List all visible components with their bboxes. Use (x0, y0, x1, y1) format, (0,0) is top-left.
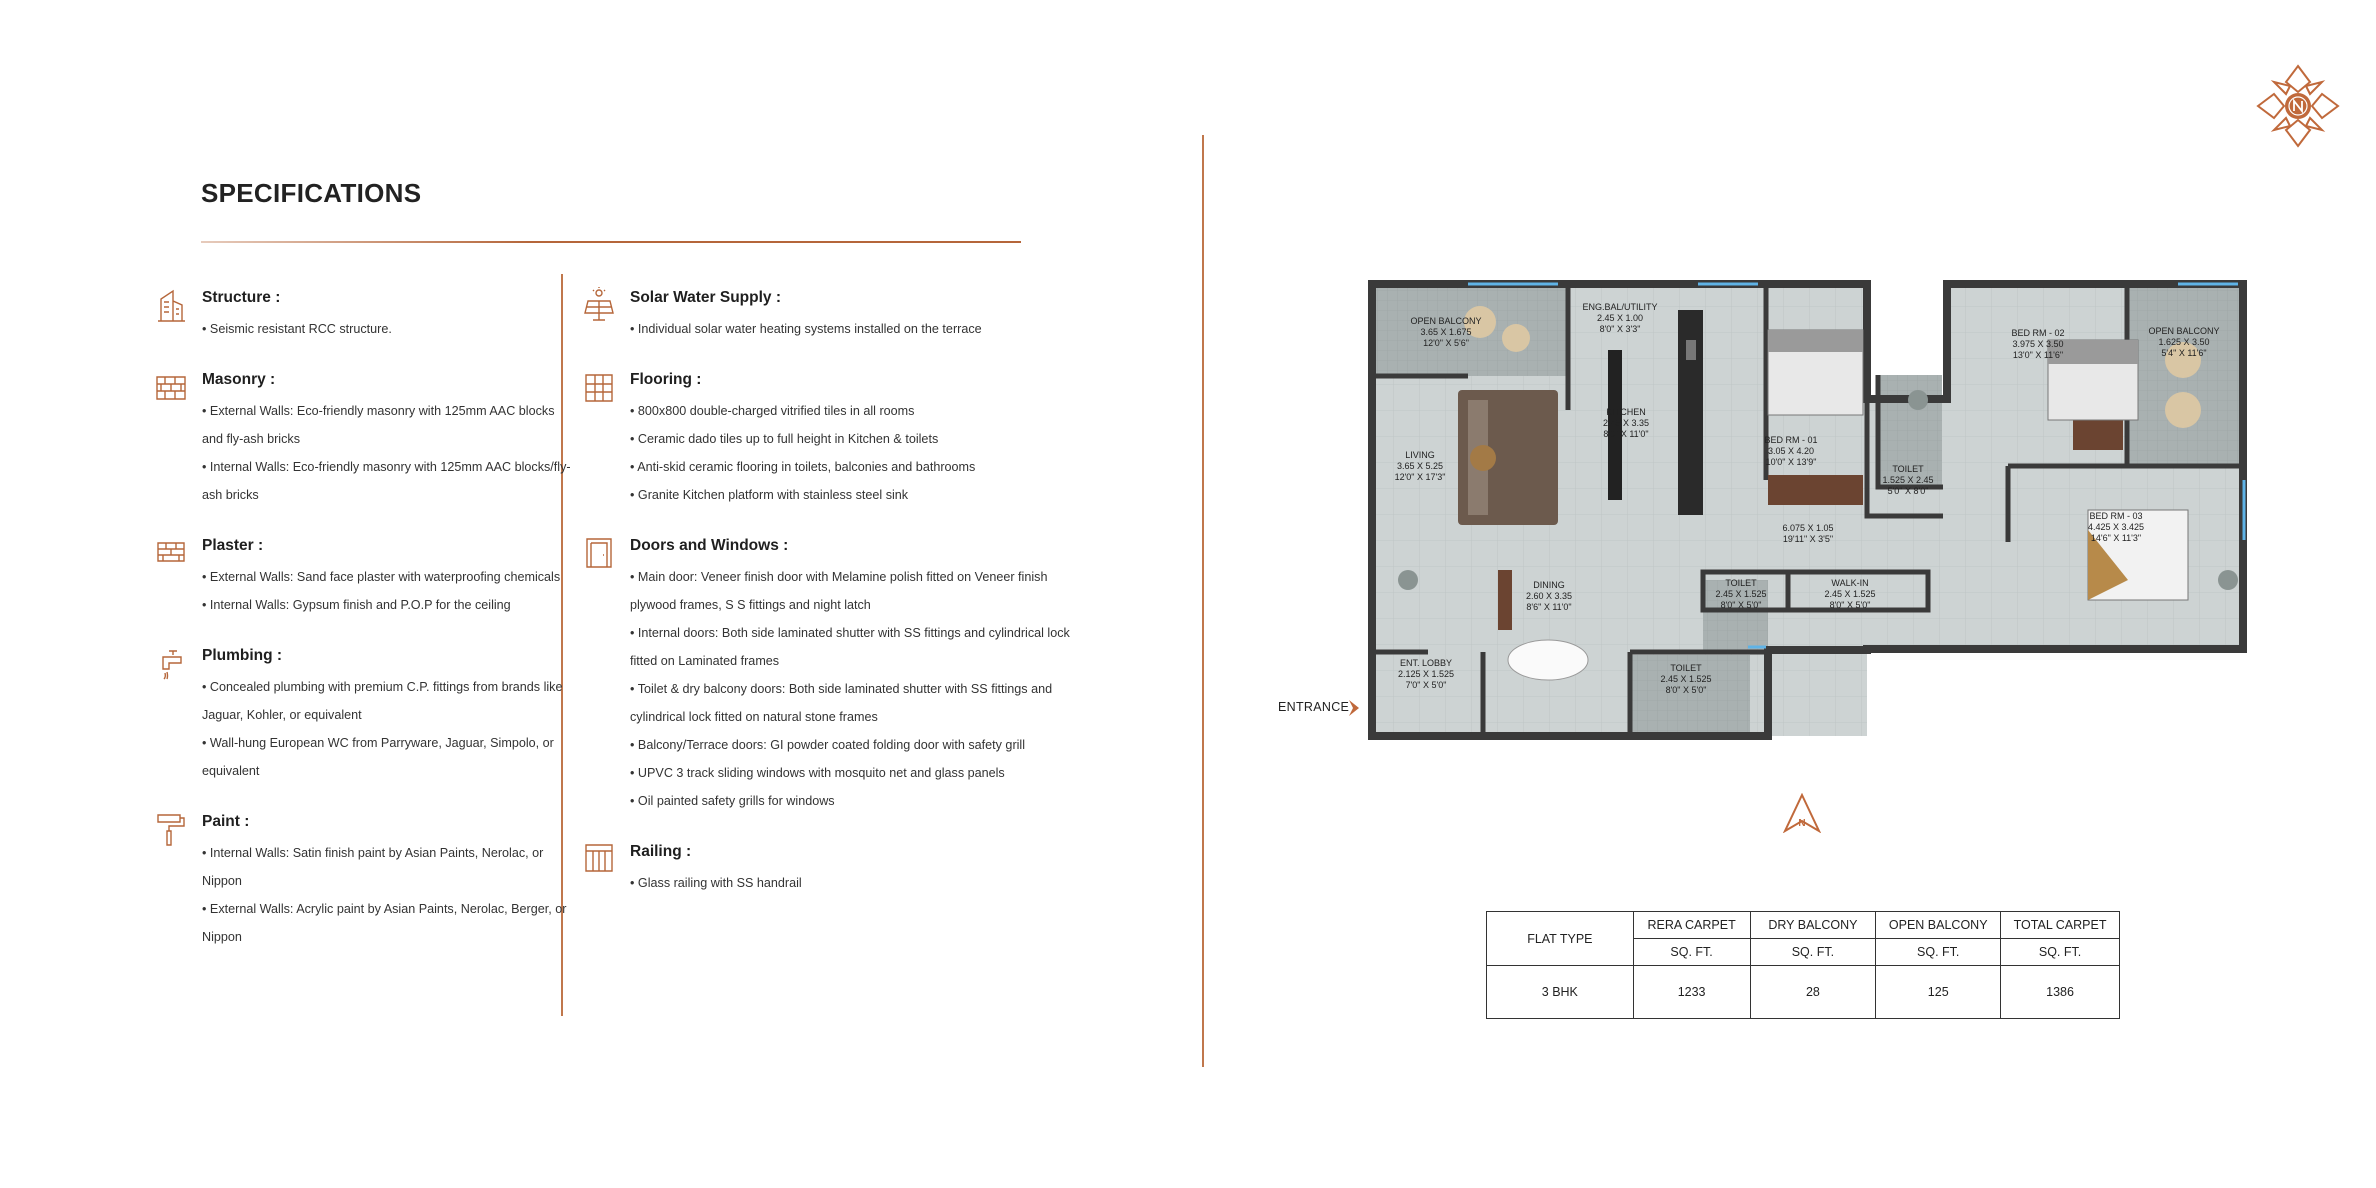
spec-item: • External Walls: Sand face plaster with waterproofing chemicals (202, 563, 575, 591)
room-dimension: 3.65 X 5.25 (1396, 461, 1444, 471)
spec-plumbing (155, 645, 575, 785)
spec-item: • Toilet & dry balcony doors: Both side laminated shutter with SS fittings and cylindrical lock fitted on natural stone frames (630, 675, 1073, 731)
room-label: DINING (1533, 580, 1565, 590)
room-label: TOILET (1670, 663, 1702, 673)
spec-heading: Railing : (630, 843, 692, 860)
room-dimension: 2.45 X 1.525 (1715, 589, 1767, 599)
spec-item: • Wall-hung European WC from Parryware, Jaguar, Simpolo, or equivalent (202, 729, 575, 785)
spec-heading: Structure : (202, 289, 281, 306)
spec-item: • Seismic resistant RCC structure. (202, 315, 575, 343)
table-row (1487, 966, 2120, 1019)
room-label: BED RM - 02 (2011, 328, 2065, 338)
table-cell: 28 (1750, 966, 1876, 1019)
door-icon (583, 535, 615, 571)
table-unit: SQ. FT. (2001, 939, 2120, 966)
spec-masonry (155, 369, 575, 509)
spec-item: • 800x800 double-charged vitrified tiles in all rooms (630, 397, 1073, 425)
spec-item: • External Walls: Eco-friendly masonry with 125mm AAC blocks and fly-ash bricks (202, 397, 575, 453)
spec-item: • External Walls: Acrylic paint by Asian Paints, Nerolac, Berger, or Nippon (202, 895, 575, 951)
room-label: OPEN BALCONY (1410, 316, 1482, 326)
faucet-icon (155, 645, 187, 681)
room-dimension: 14'6" X 11'3" (2090, 533, 2142, 543)
room-label: TOILET (1725, 578, 1757, 588)
room-label: BED RM - 01 (1764, 435, 1818, 445)
building-icon (155, 287, 187, 323)
north-compass-icon (1783, 793, 1821, 833)
table-header: RERA CARPET (1633, 912, 1750, 939)
spec-item: • Internal Walls: Satin finish paint by Asian Paints, Nerolac, or Nippon (202, 839, 575, 895)
spec-railing (583, 841, 1073, 897)
room-dimension: 2.45 X 1.525 (1660, 674, 1712, 684)
spec-heading: Flooring : (630, 371, 702, 388)
page-divider (1202, 135, 1204, 1067)
room-dimension: 8'0" X 5'0" (1665, 685, 1707, 695)
room-dimension: 19'11" X 3'5" (1782, 534, 1834, 544)
spec-item: • UPVC 3 track sliding windows with mosquito net and glass panels (630, 759, 1073, 787)
spec-item: • Anti-skid ceramic flooring in toilets, balconies and bathrooms (630, 453, 1073, 481)
room-label: ENT. LOBBY (1399, 658, 1453, 668)
table-header: FLAT TYPE (1487, 912, 1634, 966)
table-cell: 1233 (1633, 966, 1750, 1019)
table-unit: SQ. FT. (1750, 939, 1876, 966)
brick-wall-icon (155, 369, 187, 405)
table-unit: SQ. FT. (1633, 939, 1750, 966)
room-dimension: 10'0" X 13'9" (1765, 457, 1817, 467)
spec-item: • Individual solar water heating systems installed on the terrace (630, 315, 1073, 343)
paint-roller-icon (155, 811, 187, 847)
spec-item: • Glass railing with SS handrail (630, 869, 1073, 897)
room-dimension: 7'0" X 5'0" (1405, 680, 1447, 690)
room-label: KITCHEN (1606, 407, 1646, 417)
spec-item: • Concealed plumbing with premium C.P. fittings from brands like Jaguar, Kohler, or equivalent (202, 673, 575, 729)
specs-left-column (155, 285, 575, 977)
room-label: WALK-IN (1831, 578, 1869, 588)
solar-panel-icon (583, 287, 615, 323)
spec-solar (583, 287, 1073, 343)
spec-paint (155, 811, 575, 951)
room-dimension: 3.65 X 1.675 (1420, 327, 1472, 337)
table-cell: 125 (1876, 966, 2001, 1019)
spec-item: • Balcony/Terrace doors: GI powder coated folding door with safety grill (630, 731, 1073, 759)
spec-heading: Masonry : (202, 371, 276, 388)
spec-doors-windows (583, 535, 1073, 815)
spec-flooring (583, 369, 1073, 509)
room-dimension: 12'0" X 5'6" (1423, 338, 1469, 348)
room-dimension: 4.425 X 3.425 (2087, 522, 2145, 532)
table-cell: 1386 (2001, 966, 2120, 1019)
spec-heading: Plumbing : (202, 647, 283, 664)
spec-item: • Ceramic dado tiles up to full height in Kitchen & toilets (630, 425, 1073, 453)
railing-icon (583, 841, 615, 877)
room-dimension: 13'0" X 11'6" (2012, 350, 2064, 360)
room-dimension: 8'0" X 5'0" (1720, 600, 1762, 610)
room-label: ENG.BAL/UTILITY (1582, 302, 1658, 312)
brand-logo-icon (2254, 62, 2342, 150)
spec-item: • Main door: Veneer finish door with Melamine polish fitted on Veneer finish plywood frames, S S fittings and night latch (630, 563, 1073, 619)
room-dimension: 2.45 X 1.00 (1596, 313, 1644, 323)
room-dimension: 5'4" X 11'6" (2161, 348, 2207, 358)
room-dimension: 12'0" X 17'3" (1394, 472, 1446, 482)
title-divider (201, 241, 1021, 243)
room-dimension: 1.625 X 3.50 (2158, 337, 2210, 347)
table-header: DRY BALCONY (1750, 912, 1876, 939)
room-dimension: 8'6" X 11'0" (1526, 602, 1572, 612)
spec-heading: Doors and Windows : (630, 537, 789, 554)
spec-item: • Internal Walls: Gypsum finish and P.O.P for the ceiling (202, 591, 575, 619)
table-unit: SQ. FT. (1876, 939, 2001, 966)
room-dimension: 8'0" X 5'0" (1829, 600, 1871, 610)
floor-tiles-icon (583, 369, 615, 405)
spec-item: • Internal Walls: Eco-friendly masonry with 125mm AAC blocks/fly-ash bricks (202, 453, 575, 509)
room-dimension: 3.975 X 3.50 (2012, 339, 2064, 349)
page-title: SPECIFICATIONS (201, 178, 422, 208)
room-dimension: 2.60 X 3.35 (1525, 591, 1573, 601)
spec-plaster (155, 535, 575, 619)
plaster-trowel-icon (155, 535, 187, 571)
area-table (1486, 911, 2120, 1019)
room-label: OPEN BALCONY (2148, 326, 2220, 336)
room-dimension: 1.525 X 2.45 (1882, 475, 1934, 485)
spec-structure (155, 287, 575, 343)
room-dimension: 8'0" X 3'3" (1599, 324, 1641, 334)
spec-heading: Paint : (202, 813, 250, 830)
floor-plan (1368, 280, 2248, 742)
spec-item: • Granite Kitchen platform with stainless steel sink (630, 481, 1073, 509)
room-dimension: 5'0" X 8'0" (1887, 486, 1929, 496)
spec-item: • Oil painted safety grills for windows (630, 787, 1073, 815)
specs-right-column (583, 285, 1073, 923)
room-label: TOILET (1892, 464, 1924, 474)
spec-heading: Solar Water Supply : (630, 289, 782, 306)
room-dimension: 3.05 X 4.20 (1767, 446, 1815, 456)
room-dimension: 6.075 X 1.05 (1782, 523, 1834, 533)
room-dimension: 8'0" X 11'0" (1603, 429, 1649, 439)
table-header: OPEN BALCONY (1876, 912, 2001, 939)
table-cell: 3 BHK (1487, 966, 1634, 1019)
spec-heading: Plaster : (202, 537, 264, 554)
spec-item: • Internal doors: Both side laminated shutter with SS fittings and cylindrical lock fitted on Laminated frames (630, 619, 1073, 675)
room-dimension: 2.45 X 1.525 (1824, 589, 1876, 599)
entrance-arrow-icon (1347, 699, 1361, 717)
table-header: TOTAL CARPET (2001, 912, 2120, 939)
room-label: BED RM - 03 (2089, 511, 2143, 521)
north-label: N (1798, 818, 1806, 829)
room-label: LIVING (1405, 450, 1435, 460)
entrance-label: ENTRANCE (1278, 700, 1350, 714)
room-dimension: 2.45 X 3.35 (1602, 418, 1650, 428)
room-dimension: 2.125 X 1.525 (1397, 669, 1455, 679)
